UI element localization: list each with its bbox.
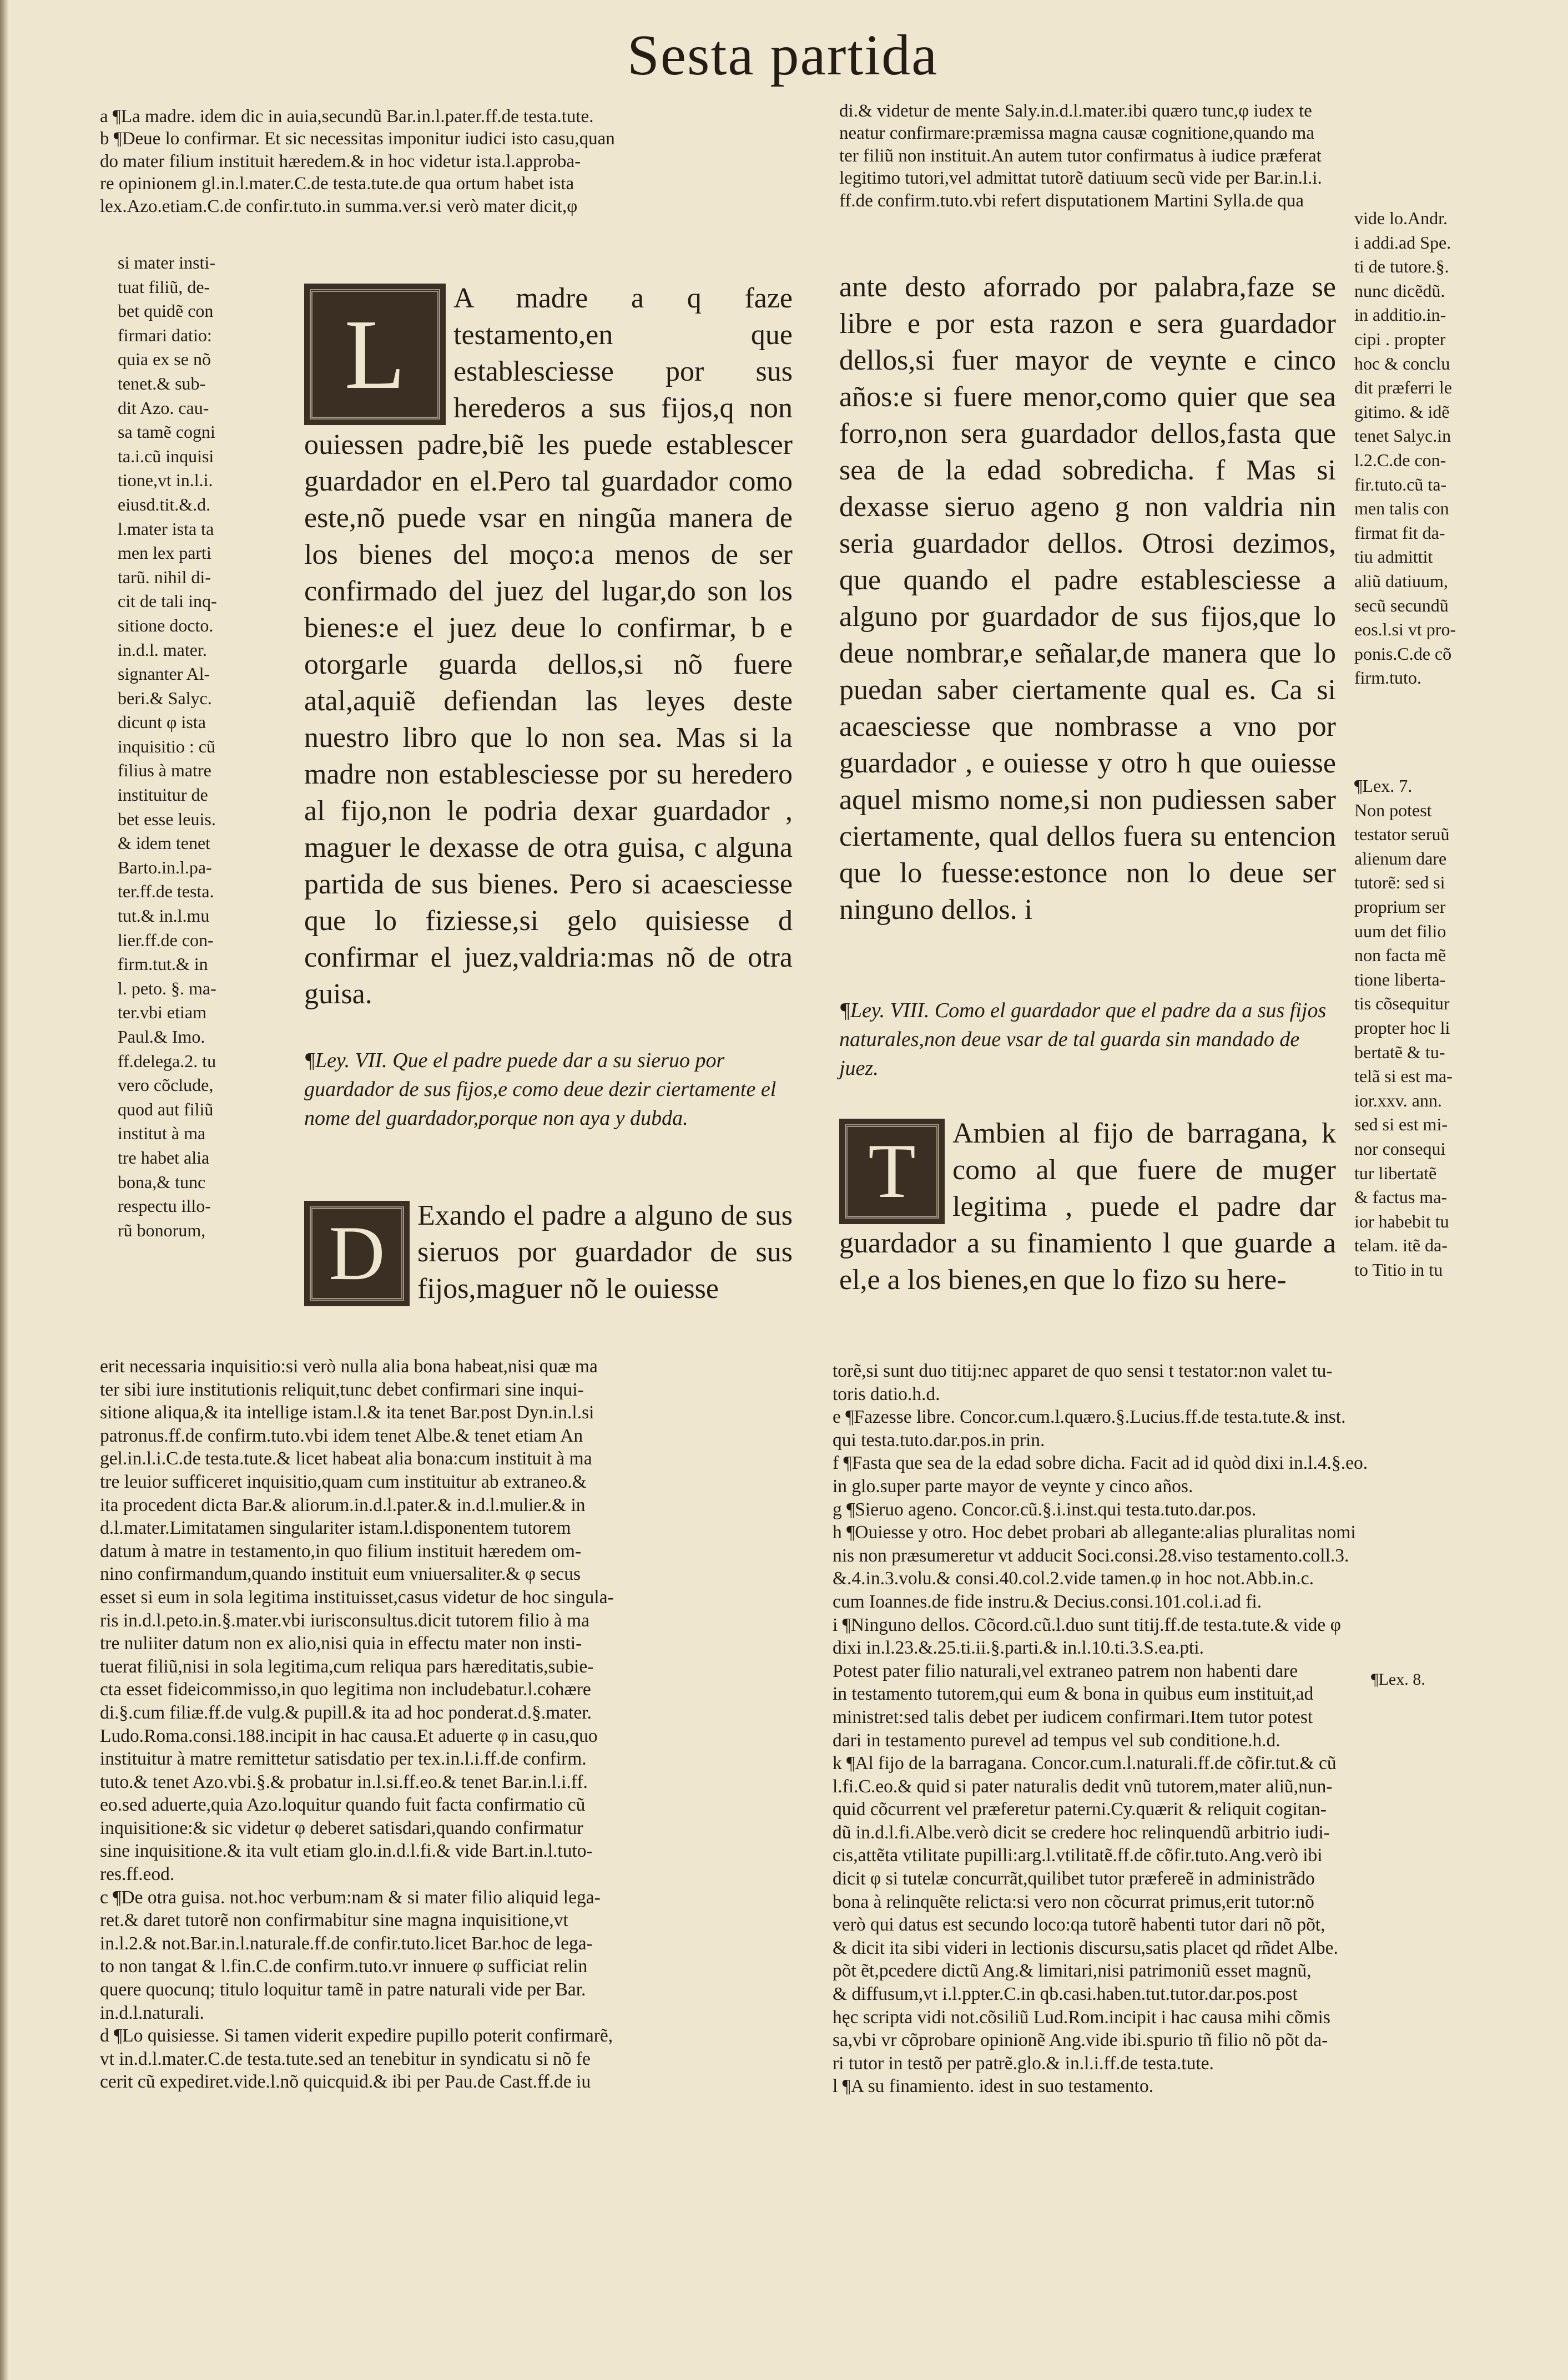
margin-line: nunc dicẽdũ. (1354, 280, 1445, 301)
margin-line: ponis.C.de cõ (1354, 643, 1452, 664)
margin-line: ior habebit tu (1354, 1211, 1449, 1231)
note-line: tre nuliiter datum non ex alio,nisi quia in effectu mater non insti- (100, 1633, 582, 1654)
note-line: qui testa.tuto.dar.pos.in prin. (833, 1429, 1045, 1451)
margin-line: Non potest (1354, 800, 1432, 820)
note-line: k ¶Al fijo de la barragana. Concor.cum.l.naturali.ff.de cõfir.tut.& cũ (833, 1753, 1337, 1774)
margin-line: Paul.& Imo. (118, 1027, 205, 1047)
note-line: inquisitione:& sic videtur φ deberet satisdari,quando confirmatur (100, 1817, 583, 1838)
gloss-line: a ¶La madre. idem dic in auia,secundũ Bar.in.l.pater.ff.de testa.tute. (100, 107, 594, 127)
margin-line: gitimo. & idẽ (1354, 401, 1450, 422)
note-line: nino confirmandum,quando instituit eum vniuersaliter.& φ secus (100, 1564, 581, 1585)
margin-line: tione,vt in.l.i. (118, 470, 213, 491)
margin-line: sitione docto. (118, 615, 214, 635)
note-line: sine inquisitione.& ita vult etiam glo.in.d.l.fi.& vide Bart.in.l.tuto- (100, 1841, 593, 1862)
gloss-line: b ¶Deue lo confirmar. Et sic necessitas imponitur iudici isto casu,quan (100, 129, 615, 149)
margin-line: bona,& tunc (118, 1171, 206, 1192)
margin-line: non facta mẽ (1354, 945, 1446, 966)
initial-letter: D (329, 1210, 385, 1296)
margin-line: dicunt φ ista (118, 712, 206, 732)
note-line: verò qui datus est secundo loco:qa tutorẽ habenti tutor dari nõ põt, (833, 1914, 1325, 1936)
margin-line: bet esse leuis. (118, 809, 216, 829)
margin-line: filius à matre (118, 760, 211, 781)
gloss-line: neatur confirmare:præmissa magna causæ cognitione,quando ma (839, 123, 1314, 144)
note-line: ministret:sed talis debet per iudicem confirmari.Item tutor potest (833, 1706, 1313, 1727)
margin-line: uum det filio (1354, 921, 1446, 941)
margin-line: cipi . propter (1354, 329, 1446, 349)
law-paragraph: A madre a q faze testamento,en que establesciesse por sus herederos a sus fijos,q non ouiessen padre,biẽ les puede establescer guardador en el.Pero tal guardador como este,nõ puede vsar en ningũa manera de los bienes del moço:a menos de ser confirmado del juez del lugar,do son los bienes:e el juez deue lo confirmar, b e otorgarle guarda dellos,si nõ fuere atal,aquiẽ defiendan las leyes deste nuestro libro que lo non sea. Mas si la madre non establesciesse por su heredero al fijo,non le podria dexar guardador , maguer le dexasse de otra guisa, c alguna partida de sus bienes. Pero si acaesciesse que lo fiziesse,si gelo quisiesse d confirmar el juez,valdria:mas nõ de otra guisa. (304, 282, 793, 1010)
margin-line: fir.tuto.cũ ta- (1354, 474, 1447, 494)
law-heading-text: ¶Ley. VIII. Como el guardador que el padre da a sus fijos naturales,non deue vsar de tal guarda sin mandado de juez. (839, 999, 1327, 1080)
note-line: in glo.super parte mayor de veynte y cinco años. (833, 1476, 1193, 1497)
note-line: ris in.d.l.peto.in.§.mater.vbi iurisconsultus.dicit tutorem filio à ma (100, 1610, 590, 1631)
margin-line: in.d.l. mater. (118, 639, 207, 660)
margin-line: tione liberta- (1354, 969, 1446, 989)
note-line: l.fi.C.eo.& quid si pater naturalis dedit vnũ tutorem,mater aliũ,nun- (833, 1776, 1333, 1797)
margin-line: tis cõsequitur (1354, 993, 1450, 1014)
note-line: tuerat filiũ,nisi in sola legitima,cum reliqua pars hæreditatis,subie- (100, 1656, 594, 1677)
margin-line: bertatẽ & tu- (1354, 1042, 1445, 1062)
note-line: patronus.ff.de confirm.tuto.vbi idem tenet Albe.& tenet etiam An (100, 1425, 583, 1446)
note-line: bona à relinquẽte relicta:si vero non cõcurrat primus,erit tutor:nõ (833, 1891, 1314, 1912)
margin-line: lier.ff.de con- (118, 929, 214, 950)
margin-line: firm.tuto. (1354, 668, 1421, 688)
note-line: cis,attẽta vtilitate pupilli:arg.l.vtilitatẽ.ff.de cõfir.tuto.Ang.verò ibi (833, 1845, 1323, 1866)
note-line: esset si eum in sola legitima instituisset,casus videtur de hoc singula- (100, 1586, 614, 1608)
gloss-line: re opinionem gl.in.l.mater.C.de testa.tute.de qua ortum habet ista (100, 174, 574, 194)
initial-letter: L (344, 299, 406, 410)
note-line: vt in.d.l.mater.C.de testa.tute.sed an tenebitur in syndicatu si nõ fe (100, 2048, 591, 2069)
margin-line: instituitur de (118, 785, 208, 805)
margin-line: telam. itẽ da- (1354, 1235, 1448, 1256)
note-line: dũ in.d.l.fi.Albe.verò dicit se credere hoc relinquendũ arbitrio iudi- (833, 1822, 1330, 1843)
gloss-line: ff.de confirm.tuto.vbi refert disputationem Martini Sylla.de qua (839, 190, 1304, 211)
law-paragraph: Ambien al fijo de barragana, k como al que fuere de muger legitima , puede el padre dar guardador a su finamiento l que guarde a el,e a los bienes,en que lo fizo su here- (839, 1118, 1336, 1296)
margin-line: men talis con (1354, 498, 1449, 519)
margin-line: & idem tenet (118, 833, 211, 853)
decorated-initial (304, 1201, 410, 1306)
law-heading-viii (839, 996, 1336, 1083)
note-line: quere quocunq; titulo loquitur tamẽ in patre naturali vide per Bar. (100, 1979, 586, 2000)
note-line: c ¶De otra guisa. not.hoc verbum:nam & si mater filio aliquid lega- (100, 1887, 601, 1908)
margin-line: firmari datio: (118, 325, 212, 345)
margin-line: men lex parti (118, 543, 211, 563)
right-margin-lex7 (1354, 774, 1521, 1282)
margin-line: ¶Lex. 7. (1354, 776, 1413, 796)
note-line: di.§.cum filiæ.ff.de vulg.& pupill.& ita ad hoc ponderat.d.§.mater. (100, 1702, 592, 1723)
margin-line: l. peto. §. ma- (118, 978, 216, 998)
margin-line: Barto.in.l.pa- (118, 857, 212, 877)
initial-letter: T (868, 1128, 916, 1214)
page-edge-shadow (0, 0, 9, 2380)
note-line: d.l.mater.Limitatamen singulariter istam.l.disponentem tutorem (100, 1518, 571, 1539)
note-line: sa,vbi vr cõprobare opinionẽ Ang.vide ibi.spurio tñ filio nõ põt da- (833, 2030, 1328, 2051)
margin-line: bet quidẽ con (118, 301, 214, 321)
margin-line: ta.i.cũ inquisi (118, 446, 214, 466)
margin-line: cit de tali inq- (118, 591, 217, 612)
note-line: datum à matre in testamento,in quo filium instituit hæredem om- (100, 1540, 582, 1562)
note-line: nis non præsumeretur vt adducit Soci.consi.28.viso testamento.coll.3. (833, 1545, 1349, 1566)
margin-line: ff.delega.2. tu (118, 1050, 216, 1071)
note-line: h ¶Ouiesse y otro. Hoc debet probari ab allegante:alias pluralitas nomi (833, 1522, 1356, 1543)
margin-line: ti de tutore.§. (1354, 256, 1449, 277)
note-line: dicit φ si tutelæ concurrãt,quilibet tutor præfereẽ in administrãdo (833, 1868, 1315, 1889)
note-line: in.d.l.naturali. (100, 2002, 204, 2023)
note-line: quid cõcurrent vel præferetur paterni.Cy.quærit & reliquit cogitan- (833, 1799, 1327, 1820)
decorated-initial (839, 1119, 945, 1224)
margin-line: tut.& in.l.mu (118, 906, 210, 926)
margin-line: quia ex se nõ (118, 349, 211, 370)
margin-line: hoc & conclu (1354, 353, 1450, 373)
law-heading-text: ¶Ley. VII. Que el padre puede dar a su sieruo por guardador de sus fijos,e como deue dezir ciertamente el nome del guardador,porque non aya y dubda. (304, 1049, 777, 1130)
note-line: & dicit ita sibi videri in lectionis discursu,satis placet qd rñdet Albe. (833, 1937, 1338, 1958)
margin-line: tiu admittit (1354, 547, 1433, 567)
page-title: Sesta partida (627, 23, 939, 87)
left-margin-gloss (118, 251, 279, 1242)
main-text-left (304, 280, 793, 1013)
decorated-initial (304, 284, 446, 425)
margin-line: vero cõclude, (118, 1075, 214, 1095)
note-line: cta esset fideicommisso,in quo legitima non includebatur.l.cohære (100, 1679, 591, 1700)
note-line: d ¶Lo quisiesse. Si tamen viderit expedire pupillo poterit confirmarẽ, (100, 2025, 613, 2047)
margin-line: eiusd.tit.&.d. (118, 494, 211, 514)
margin-line: testator seruũ (1354, 824, 1450, 845)
note-line: & diffusum,vt i.l.ppter.C.in qb.casi.haben.tut.tutor.dar.pos.post (833, 1984, 1298, 2005)
margin-line: sa tamẽ cogni (118, 422, 215, 442)
margin-line: tarũ. nihil di- (118, 567, 211, 587)
note-line: gel.in.l.i.C.de testa.tute.& licet habeat alia bona:cum instituit à ma (100, 1448, 592, 1469)
margin-line: firm.tut.& in (118, 954, 208, 974)
margin-line: tuat filiũ, de- (118, 276, 210, 297)
bottom-notes-left (100, 1355, 821, 2094)
margin-line: tenet.& sub- (118, 373, 206, 393)
note-line: &.4.in.3.volu.& consi.40.col.2.vide tamen.φ in hoc not.Abb.in.c. (833, 1568, 1314, 1589)
top-gloss-left (100, 105, 805, 218)
note-line: Ludo.Roma.consi.188.incipit in hac causa.Et aduerte φ in casu,quo (100, 1725, 598, 1746)
margin-line: in additio.in- (1354, 305, 1446, 325)
main-text-left-2 (304, 1197, 793, 1307)
margin-line: tur libertatẽ (1354, 1163, 1437, 1183)
margin-line: secũ secundũ (1354, 595, 1449, 615)
gloss-line: do mater filium instituit hæredem.& in hoc videtur ista.l.approba- (100, 151, 581, 171)
margin-line: tre habet alia (118, 1147, 210, 1168)
margin-line: signanter Al- (118, 664, 210, 684)
note-line: dari in testamento purevel ad tempus vel sub conditione.h.d. (833, 1730, 1280, 1751)
margin-line: firmat fit da- (1354, 522, 1445, 543)
note-line: res.ff.eod. (100, 1864, 175, 1885)
note-line: ita procedent dicta Bar.& aliorum.in.d.l.pater.& in.d.l.mulier.& in (100, 1494, 586, 1515)
margin-line: tenet Salyc.in (1354, 426, 1451, 446)
margin-line: ior.xxv. ann. (1354, 1090, 1442, 1110)
main-text-right-2 (839, 1115, 1336, 1298)
margin-line: institut à ma (118, 1123, 206, 1144)
margin-line: inquisitio : cũ (118, 736, 215, 756)
note-line: tuto.& tenet Azo.vbi.§.& probatur in.l.si.ff.eo.& tenet Bar.in.l.i.ff. (100, 1771, 588, 1792)
note-line: to non tangat & l.fin.C.de confirm.tuto.vr innuere φ sufficiat relin (100, 1956, 588, 1977)
margin-line: dit Azo. cau- (118, 397, 209, 418)
margin-line: sed si est mi- (1354, 1114, 1448, 1135)
margin-line: dit præferri le (1354, 377, 1452, 398)
note-line: cerit cũ expediret.vide.l.nõ quicquid.& ibi per Pau.de Cast.ff.de iu (100, 2071, 591, 2093)
margin-line: ter.vbi etiam (118, 1002, 206, 1023)
margin-line: nor consequi (1354, 1138, 1446, 1159)
note-line: sitione aliqua,& ita intellige istam.l.& ita tenet Bar.post Dyn.in.l.si (100, 1402, 594, 1423)
note-line: e ¶Fazesse libre. Concor.cum.l.quæro.§.Lucius.ff.de testa.tute.& inst. (833, 1407, 1346, 1428)
law-paragraph: ante desto aforrado por palabra,faze se libre e por esta razon e sera guardador dellos,si fuer mayor de veynte e cinco años:e si fuere menor,como quier que sea forro,non sera guardador dellos,fasta que sea de la edad sobredicha. f Mas si dexasse sieruo ageno g non valdria nin seria guardador dellos. Otrosi dezimos, que quando el padre establesciesse a alguno por guardador de sus fijos,que lo deue nombrar,e señalar,de manera que lo puedan saber ciertamente qual es. Ca si acaesciesse que nombrasse a vno por guardador , e ouiesse y otro h que ouiesse aquel mismo nome,si non pudiessen saber ciertamente, qual dellos fuera su entencion que lo fuesse:estonce non lo deue ser ninguno dellos. i (839, 271, 1336, 926)
margin-line: aliũ datiuum, (1354, 570, 1448, 591)
law-paragraph: Exando el padre a alguno de sus sieruos por guardador de sus fijos,maguer nõ le ouiesse (417, 1200, 793, 1305)
margin-line: beri.& Salyc. (118, 688, 212, 708)
note-line: g ¶Sieruo ageno. Concor.cũ.§.i.inst.qui testa.tuto.dar.pos. (833, 1499, 1257, 1520)
gloss-line: di.& videtur de mente Saly.in.d.l.mater.ibi quæro tunc,φ iudex te (839, 101, 1312, 121)
note-line: i ¶Ninguno dellos. Cõcord.cũ.l.duo sunt titij.ff.de testa.tute.& vide φ (833, 1614, 1341, 1635)
note-line: in testamento tutorem,qui eum & bona in quibus eum instituit,ad (833, 1684, 1314, 1705)
margin-line: quod aut filiũ (118, 1099, 214, 1119)
margin-line: rũ bonorum, (118, 1220, 206, 1240)
margin-line: proprium ser (1354, 896, 1446, 917)
gloss-line: ter filiũ non instituit.An autem tutor confirmatus à iudice præferat (839, 145, 1322, 166)
note-line: tre leuior sufficeret inquisitio,quam cum instituitur ab extraneo.& (100, 1471, 587, 1492)
note-line: hęc scripta vidi not.cõsiliũ Lud.Rom.incipit i hac causa mihi cõmis (833, 2007, 1330, 2028)
margin-line: alienum dare (1354, 848, 1447, 868)
side-lex-8: ¶Lex. 8. (1371, 1670, 1425, 1689)
margin-line: vide lo.Andr. (1354, 208, 1448, 228)
note-line: torẽ,si sunt duo titij:nec apparet de quo sensi t testator:non valet tu- (833, 1361, 1333, 1381)
margin-line: si mater insti- (118, 252, 215, 272)
margin-line: l.2.C.de con- (1354, 449, 1446, 470)
note-line: f ¶Fasta que sea de la edad sobre dicha. Facit ad id quòd dixi in.l.4.§.eo. (833, 1453, 1368, 1474)
gloss-line: lex.Azo.etiam.C.de confir.tuto.in summa.ver.si verò mater dicit,φ (100, 196, 578, 216)
margin-line: to Titio in tu (1354, 1259, 1443, 1280)
top-gloss-right (839, 100, 1483, 212)
note-line: in.l.2.& not.Bar.in.l.naturale.ff.de confir.tuto.licet Bar.hoc de lega- (100, 1933, 593, 1954)
margin-line: eos.l.si vt pro- (1354, 619, 1456, 640)
note-line: ri tutor in testõ per patrẽ.glo.& in.l.i.ff.de testa.tute. (833, 2053, 1214, 2074)
note-line: toris datio.h.d. (833, 1383, 940, 1404)
margin-line: respectu illo- (118, 1196, 211, 1216)
note-line: ter sibi iure institutionis reliquit,tunc debet confirmari sine inqui- (100, 1379, 584, 1400)
margin-line: l.mater ista ta (118, 518, 214, 539)
note-line: erit necessaria inquisitio:si verò nulla alia bona habeat,nisi quæ ma (100, 1356, 598, 1377)
margin-line: propter hoc li (1354, 1017, 1450, 1038)
note-line: cum Ioannes.de fide instru.& Decius.consi.101.col.i.ad fi. (833, 1591, 1262, 1612)
bottom-notes-right (833, 1360, 1499, 2098)
note-line: dixi in.l.23.&.25.ti.ii.§.parti.& in.l.10.ti.3.S.ea.pti. (833, 1638, 1204, 1659)
note-line: instituitur à matre remittetur satisdatio per tex.in.l.i.ff.de confirm. (100, 1749, 587, 1770)
note-line: ret.& daret tutorẽ non confirmabitur sine magna inquisitione,vt (100, 1910, 568, 1931)
right-margin-gloss (1354, 206, 1521, 690)
note-line: eo.sed aduerte,quia Azo.loquitur quando fuit facta confirmatio cũ (100, 1795, 586, 1816)
margin-line: & factus ma- (1354, 1187, 1448, 1207)
main-text-right (839, 269, 1336, 928)
margin-line: i addi.ad Spe. (1354, 232, 1451, 252)
note-line: l ¶A su finamiento. idest in suo testamento. (833, 2076, 1154, 2097)
law-heading-vii (304, 1046, 793, 1133)
note-line: põt ẽt,pcedere dictũ Ang.& limitari,nisi patrimoniũ esset magnũ, (833, 1960, 1312, 1982)
gloss-line: legitimo tutori,vel admittat tutorẽ datiuum secũ vide per Bar.in.l.i. (839, 168, 1322, 189)
margin-line: telã si est ma- (1354, 1066, 1453, 1087)
margin-line: tutorẽ: sed si (1354, 872, 1445, 893)
note-line: Potest pater filio naturali,vel extraneo patrem non habenti dare (833, 1660, 1298, 1681)
margin-line: ter.ff.de testa. (118, 881, 214, 902)
